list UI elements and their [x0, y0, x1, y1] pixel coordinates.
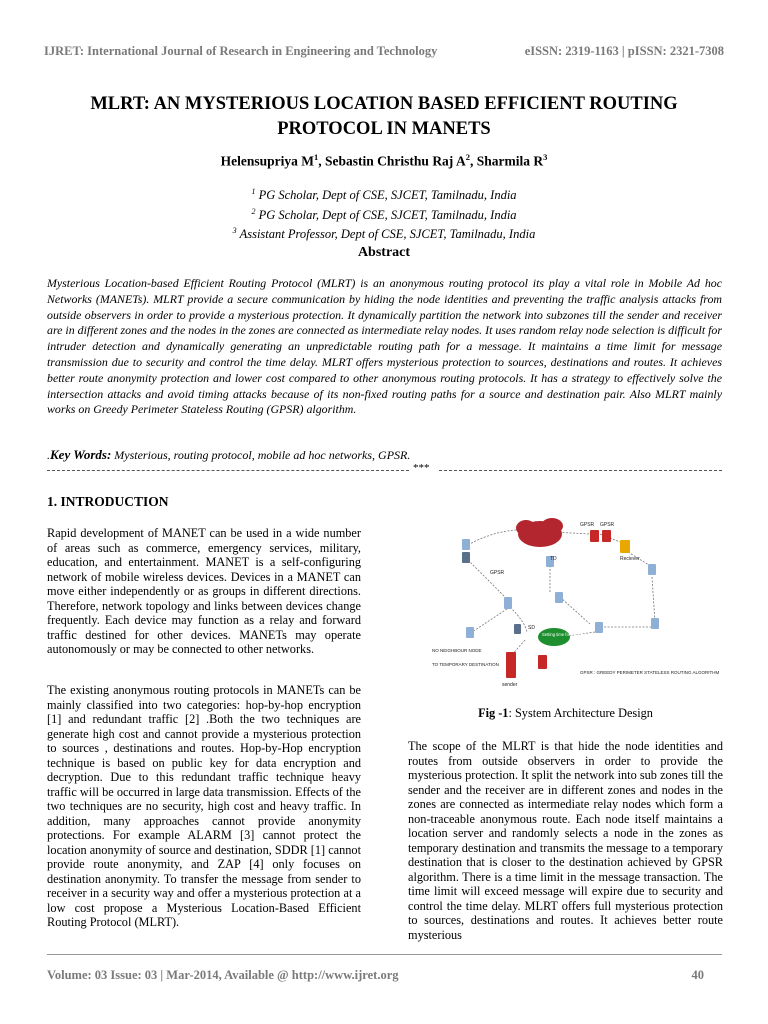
link — [468, 560, 510, 602]
author-name: Helensupriya M — [220, 153, 315, 169]
link — [560, 597, 590, 624]
fig-label-gpsr: GPSR — [600, 522, 615, 528]
author-sup: 1 — [314, 152, 319, 162]
fig-label-receiver: Reciever — [620, 556, 640, 562]
node-icons — [462, 530, 659, 678]
link — [472, 607, 510, 632]
fig-legend-neighbour: NO NEIGHBOUR NODE — [432, 648, 482, 653]
figure-caption — [408, 706, 723, 721]
receiver-node-icon — [620, 540, 630, 553]
server-node-icon — [595, 622, 603, 633]
router-icon — [590, 530, 599, 542]
page-number: 40 — [691, 968, 704, 982]
cloud-shape — [516, 520, 536, 536]
fig-label-sender: sender — [502, 682, 518, 688]
fig-label-gpsr: GPSR — [580, 522, 595, 528]
keywords-label: Key Words: — [50, 447, 112, 462]
affiliation — [30, 204, 738, 224]
figure-label: Fig -1 — [478, 706, 509, 720]
affiliations — [30, 184, 738, 243]
affiliation — [30, 223, 738, 243]
link — [652, 577, 655, 622]
author-sup: 2 — [465, 152, 470, 162]
intro-paragraph-1: Rapid development of MANET can be used in a wide number of areas such as commerce, emergency services, military, education, and entertainment. MANET is a self-configuring network of mobile wireless devices. Devices in a MANET can move either independently or as groups in different directions. Therefore, network topology and links between devices change frequently. Each device may function as a relay and forward traffic destined for other devices. MANETs may operate autonomously or may be connected to other networks. — [47, 526, 361, 656]
fig-legend-gpsr: GPSR : GREEDY PERIMETER STATELESS ROUTING ALGORITHM — [580, 670, 720, 675]
keywords-text: Mysterious, routing protocol, mobile ad hoc networks, GPSR. — [114, 448, 411, 462]
affiliation — [30, 184, 738, 204]
footer-volume: Volume: 03 Issue: 03 | Mar-2014, Available @ http://www.ijret.org — [47, 968, 399, 982]
keywords — [47, 447, 722, 463]
server-node-icon — [648, 564, 656, 575]
fig-label-time-box: Setting time for the message — [542, 632, 596, 637]
separator-line — [439, 470, 722, 471]
column2-paragraph: The scope of the MLRT is that hide the node identities and routes from outside observers in order to provide the mysterious protection. It split the network into sub zones till the sender and the receiver are in different zones and nodes in the zones are connected as intermediate relay nodes which form a non-traceable anonymous route. Each node itself maintains a location server and randomly selects a node in the zones as temporary destination and transmits the message to a temporary destination that is closer to the destination achieved by GPSR algorithm. There is a time limit in the message transaction. The time limit will exceed message will expire due to security and control the time delay. MLRT offers full mysterious protection to sources, destinations and routes. It achieves better route mysterious — [408, 739, 723, 942]
server-node-icon — [462, 539, 470, 550]
page-footer — [47, 968, 722, 983]
server-node-icon — [555, 592, 563, 603]
timer-icon — [538, 628, 570, 646]
system-architecture-figure — [430, 512, 720, 697]
abstract-heading: Abstract — [357, 245, 411, 260]
server-node-icon — [514, 624, 521, 634]
separator-line — [47, 470, 409, 471]
affil-text: Assistant Professor, Dept of CSE, SJCET, Tamilnadu, India — [239, 227, 536, 242]
router-icon — [602, 530, 611, 542]
server-node-icon — [462, 552, 470, 563]
section-separator — [47, 462, 722, 478]
affil-sup: 3 — [232, 226, 237, 236]
paper-title — [30, 92, 738, 142]
footer-rule — [47, 954, 722, 955]
server-node-icon — [504, 597, 512, 609]
affil-sup: 2 — [251, 206, 256, 216]
affil-text: PG Scholar, Dept of CSE, SJCET, Tamilnadu, India — [258, 207, 517, 222]
temporary-destination-icon — [538, 655, 547, 669]
title-line-1: MLRT: AN MYSTERIOUS LOCATION BASED EFFICIENT ROUTING — [90, 94, 678, 114]
author-sup: 3 — [543, 152, 548, 162]
author-name: Sharmila R — [476, 153, 544, 169]
title-line-2: PROTOCOL IN MANETS — [277, 119, 491, 139]
author-list: Helensupriya $M^1$, Sebastin Christhu Raj $A^2$, Sharmila $R^3$ — [220, 152, 548, 169]
fig-label-td: TD — [550, 556, 557, 562]
fig-label-sd: SD — [528, 625, 535, 631]
journal-name: IJRET: International Journal of Research in Engineering and Technology — [44, 44, 438, 58]
figure-labels — [432, 522, 720, 688]
separator-stars: *** — [413, 462, 430, 474]
fig-legend-temp: TO TEMPORARY DESTINATION — [432, 662, 499, 667]
keywords-prefix: . — [47, 448, 50, 462]
intro-paragraph-2: The existing anonymous routing protocols in MANETs can be mainly classified into two categories: hop-by-hop encryption [1] and redundant traffic [2] .Both the two techniques are generate high cost and cannot provide a mysterious protection to sources , destinations and routes. Hop-by-Hop encryption technique is based on public key for data encryption and decryption. Due to this redundant traffic technique heavy traffic will be occurred in large data transmission. Effects of the two techniques are no security, high cost and heavy traffic. In addition, many approaches cannot provide anonymity protections. For example ALARM [3] cannot protect the location anonymity of source and destination, SDDR [1] cannot provide route anonymity, and ZAP [4] only focuses on destination anonymity. To transfer the message from sender to receiver in a security way and offer a mysterious protection at a low cost propose a Mysterious Location-Based Efficient Routing Protocol (MLRT). — [47, 683, 361, 929]
cloud-shape — [541, 518, 563, 534]
server-node-icon — [466, 627, 474, 638]
fig-label-gpsr: GPSR — [490, 570, 505, 576]
figure-caption-text: : System Architecture Design — [508, 706, 653, 720]
cloud-icon — [516, 518, 563, 547]
section-heading: 1. INTRODUCTION — [47, 494, 169, 509]
issn: eISSN: 2319-1163 | pISSN: 2321-7308 — [524, 44, 724, 58]
affil-text: PG Scholar, Dept of CSE, SJCET, Tamilnadu, India — [258, 188, 517, 203]
sender-node-icon — [506, 652, 516, 678]
affil-sup: 1 — [251, 187, 256, 196]
author-name: Sebastin Christhu Raj A — [325, 153, 466, 169]
abstract-text: Mysterious Location-based Efficient Routing Protocol (MLRT) is an anonymous routing protocol its play a vital role in Mobile Ad hoc Networks (MANETs). MLRT provide a secure communication by hiding the node identities and preventing the traffic analysis attacks from outside observers in order to provide a mysterious protection. It dynamically partition the network into subzones till the sender and receiver are in different zones and the nodes in the zones are connected as intermediate relay nodes. It uses random relay node selection is difficult for intruder detection and dynamically generating an unpredictable routing path for a message. It maintains a time limit for message transmission due to security and control the time delay. MLRT offers mysterious protection to sources, destinations and routes. It achieves better route anonymity protection and lower cost compared to other anonymous routing protocols. It has a strategy to effectively solve the intersection attacks and avoid timing attacks because of its non-fixed routing paths for a source and destination pair. Also MLRT mainly works on Greedy Perimeter Stateless Routing (GPSR) algorithm. — [47, 276, 722, 417]
server-node-icon — [651, 618, 659, 629]
